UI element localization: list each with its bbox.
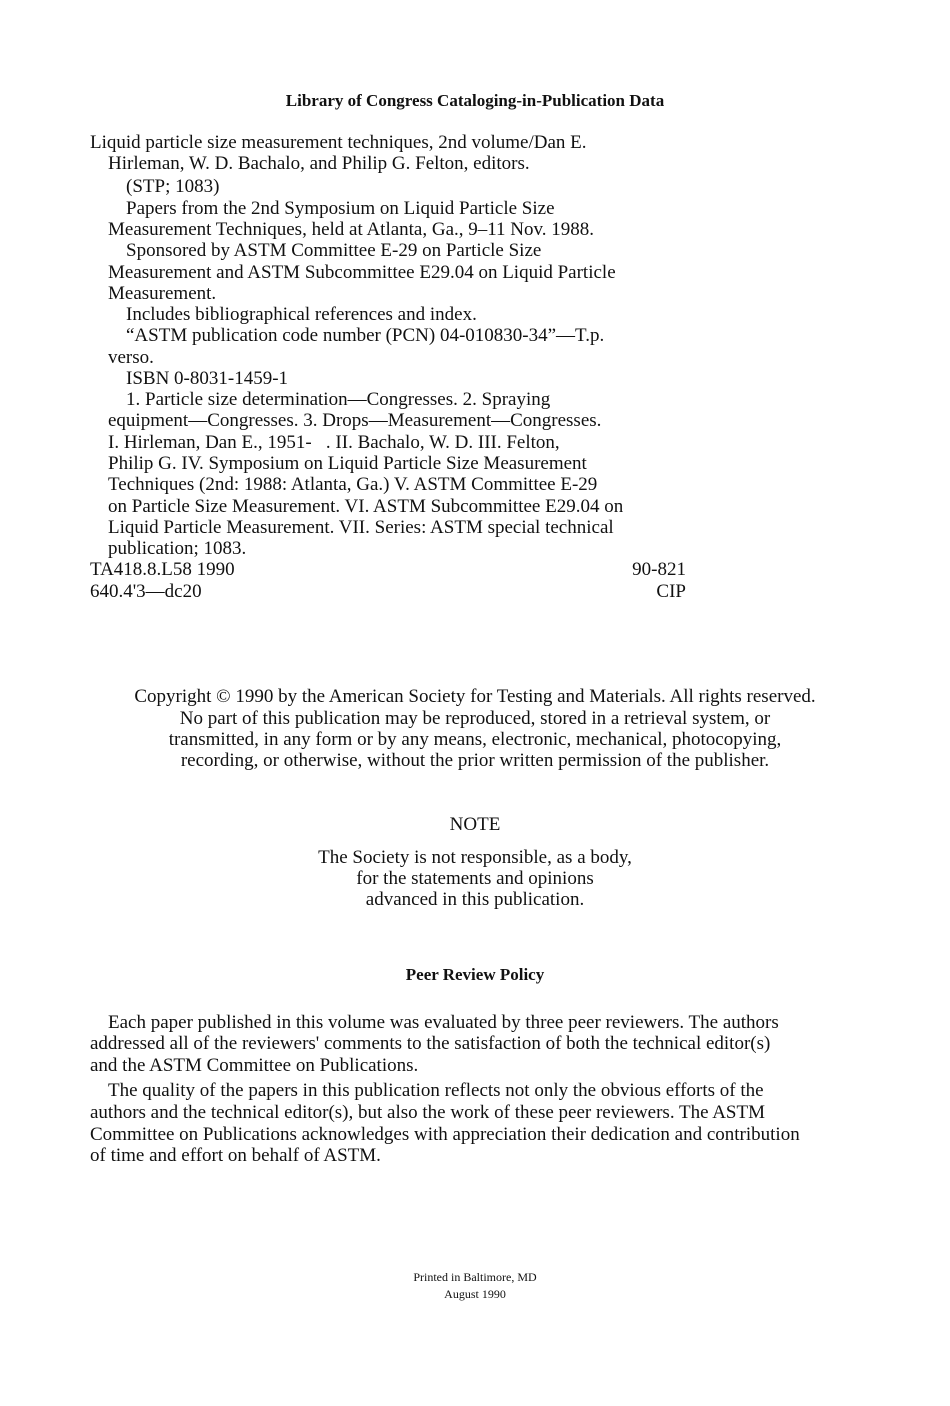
cip-line: Includes bibliographical references and index. <box>126 304 477 325</box>
note-line: advanced in this publication. <box>365 889 585 910</box>
cip-line: Papers from the 2nd Symposium on Liquid Particle Size <box>126 198 555 219</box>
printed-date: August 1990 <box>444 1287 506 1301</box>
note-title: NOTE <box>449 814 501 835</box>
cip-line: on Particle Size Measurement. VI. ASTM Subcommittee E29.04 on <box>108 496 624 517</box>
call-number: TA418.8.L58 1990 <box>90 559 235 580</box>
cip-line: “ASTM publication code number (PCN) 04-010830-34”—T.p. <box>126 325 605 346</box>
cip-line: Measurement. <box>108 283 217 304</box>
cip-title: Library of Congress Cataloging-in-Publication Data <box>285 91 665 110</box>
cip-line: Liquid particle size measurement techniques, 2nd volume/Dan E. <box>90 132 587 153</box>
peer-review-line: The quality of the papers in this publication reflects not only the obvious efforts of the <box>108 1080 764 1101</box>
cip-line: (STP; 1083) <box>126 176 220 197</box>
copyright-line: transmitted, in any form or by any means, electronic, mechanical, photocopying, <box>168 729 782 750</box>
peer-review-line: and the ASTM Committee on Publications. <box>90 1055 419 1076</box>
peer-review-line: addressed all of the reviewers' comments to the satisfaction of both the technical editor(s) <box>90 1033 771 1054</box>
cip-line: 1. Particle size determination—Congresses. 2. Spraying <box>126 389 551 410</box>
peer-review-title: Peer Review Policy <box>405 965 545 984</box>
printed-place: Printed in Baltimore, MD <box>413 1270 537 1284</box>
cip-label: CIP <box>656 581 686 602</box>
cip-line: ISBN 0-8031-1459-1 <box>126 368 289 389</box>
copyright-line: recording, or otherwise, without the prior written permission of the publisher. <box>180 750 770 771</box>
cip-line: Techniques (2nd: 1988: Atlanta, Ga.) V. ASTM Committee E-29 <box>108 474 598 495</box>
cip-line: verso. <box>108 347 154 368</box>
cip-line: Liquid Particle Measurement. VII. Series: ASTM special technical <box>108 517 614 538</box>
cip-line: publication; 1083. <box>108 538 247 559</box>
cip-line: Hirleman, W. D. Bachalo, and Philip G. Felton, editors. <box>108 153 530 174</box>
cip-line: Measurement Techniques, held at Atlanta, Ga., 9–11 Nov. 1988. <box>108 219 595 240</box>
peer-review-line: Each paper published in this volume was evaluated by three peer reviewers. The authors <box>108 1012 779 1033</box>
peer-review-line: of time and effort on behalf of ASTM. <box>90 1145 381 1166</box>
cip-line: Philip G. IV. Symposium on Liquid Particle Size Measurement <box>108 453 587 474</box>
peer-review-line: Committee on Publications acknowledges with appreciation their dedication and contribution <box>90 1124 800 1145</box>
peer-review-line: authors and the technical editor(s), but also the work of these peer reviewers. The ASTM <box>90 1102 766 1123</box>
cip-line: Sponsored by ASTM Committee E-29 on Particle Size <box>126 240 542 261</box>
lccn: 90-821 <box>632 559 686 580</box>
cip-line: equipment—Congresses. 3. Drops—Measurement—Congresses. <box>108 410 602 431</box>
dewey-number: 640.4'3—dc20 <box>90 581 202 602</box>
note-line: for the statements and opinions <box>356 868 594 889</box>
cip-line: Measurement and ASTM Subcommittee E29.04 on Liquid Particle <box>108 262 616 283</box>
copyright-line: Copyright © 1990 by the American Society for Testing and Materials. All rights reserved. <box>134 686 816 707</box>
cip-line: I. Hirleman, Dan E., 1951- . II. Bachalo, W. D. III. Felton, <box>108 432 560 453</box>
copyright-line: No part of this publication may be reproduced, stored in a retrieval system, or <box>179 708 771 729</box>
note-line: The Society is not responsible, as a body, <box>318 847 632 868</box>
